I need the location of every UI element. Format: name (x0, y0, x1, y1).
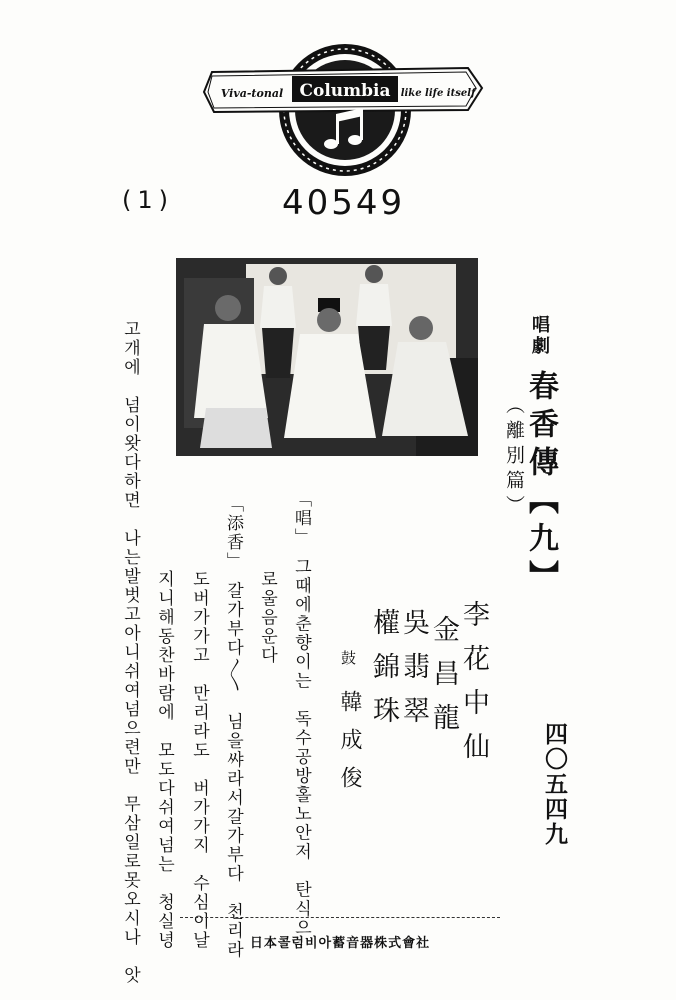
cast-member: 權錦珠 (368, 608, 399, 740)
drummer-label: 鼓 (339, 650, 357, 670)
lyric-column: 「唱」 그때에춘향이는 독수공방홀노안저 탄식으 (291, 490, 311, 938)
brand-text: Columbia (299, 81, 391, 101)
work-title: 春香傳【九】 (523, 370, 558, 598)
columbia-logo (200, 40, 490, 190)
cast-member: 金昌龍 (428, 615, 459, 747)
publisher-name: 日本콜럼비아蓄音器株式會社 (249, 936, 431, 951)
catalog-number-hanja: 四〇五四九 (541, 722, 568, 847)
cast-member: 吳翡翠 (398, 608, 429, 740)
left-banner-text: Viva-tonal (220, 87, 284, 100)
lyric-column: 지니해동찬바람에 모도다쉬여넘는 청실녕 (154, 570, 174, 950)
footer-divider (180, 917, 500, 918)
record-number: 40549 (282, 183, 406, 223)
lyric-column: 「添香」 갈가부다〳〵 님을쌰라서갈가부다 천리라 (223, 495, 243, 960)
lyric-column: 도버가가고 만리라도 버가가지 수심이날 (189, 570, 209, 950)
lyric-column: 고개에 넘이왓다하면 나는발벗고아니쉬여넘으련만 무삼일로못오시나 앗 (120, 320, 140, 985)
page-number: (1) (122, 186, 174, 214)
work-subtitle: （離別篇） (503, 395, 525, 520)
lyric-column: 로울음운다 (257, 570, 277, 665)
right-banner-text: like life itself (400, 88, 476, 99)
genre-label: 唱劇 (529, 315, 550, 357)
cast-photo (176, 258, 478, 456)
drummer-name: 韓成俊 (337, 690, 362, 804)
cast-member: 李花中仙 (458, 600, 489, 776)
